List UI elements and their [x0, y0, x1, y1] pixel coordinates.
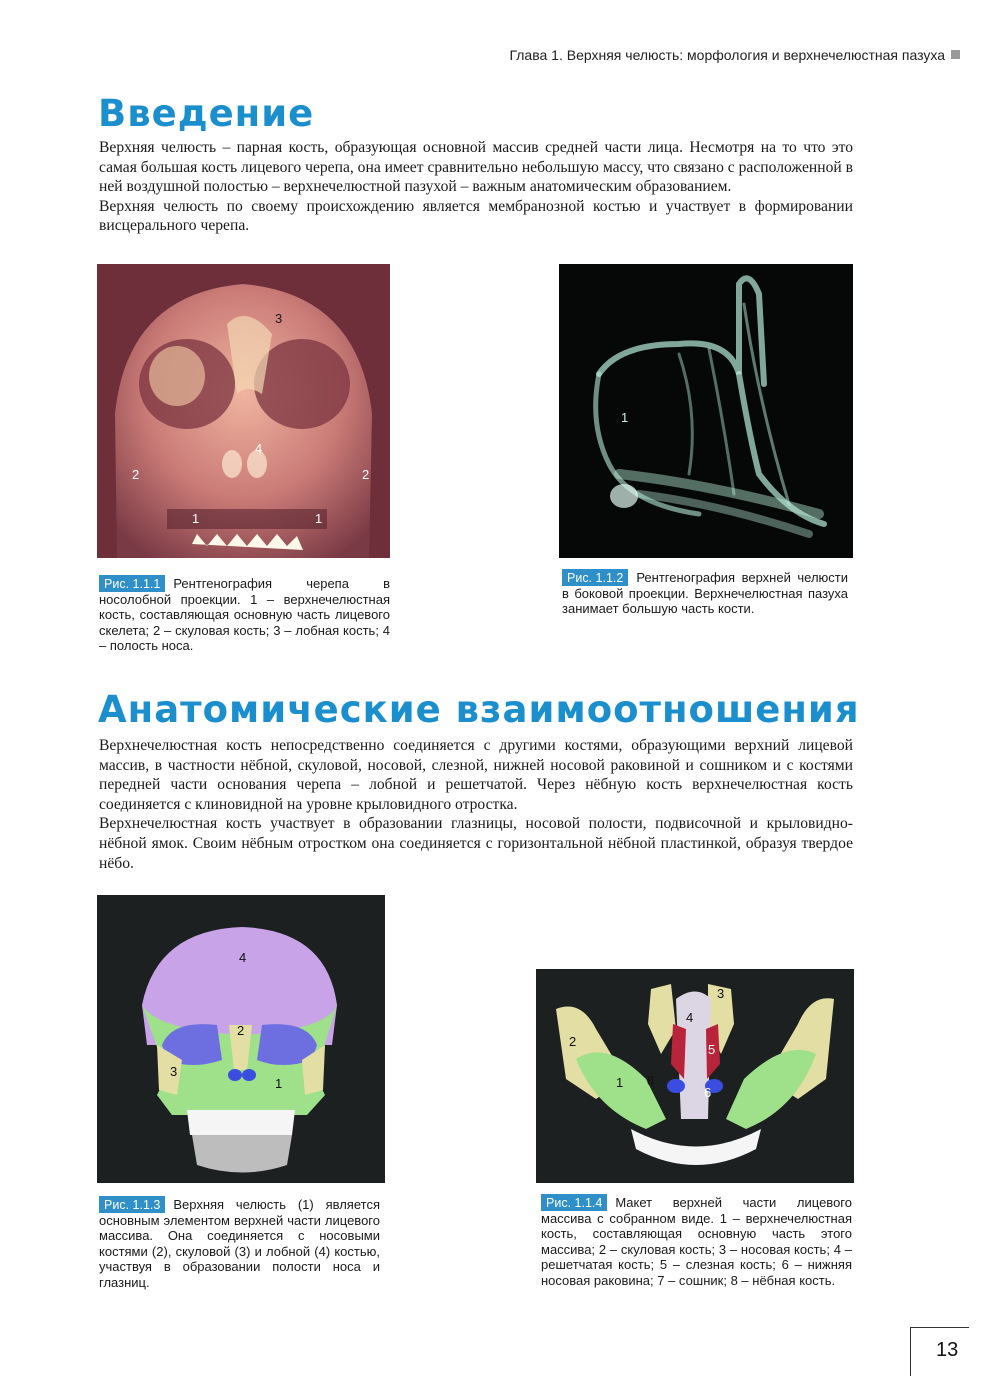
figure-1-1-4-image: [536, 969, 854, 1183]
figure-1-1-1-caption-text: Рентгенография черепа в носолобной проекции. 1 – верхнечелюстная кость, составляющая основную часть лицевого скелета; 2 – скуловая кость; 3 – лобная кость; 4 – полость носа.: [99, 576, 390, 654]
page-number: 13: [936, 1339, 959, 1361]
f113-label-3: 3: [170, 1064, 178, 1079]
f114-label-2: 2: [569, 1034, 577, 1049]
f114-label-3: 3: [717, 986, 725, 1001]
figure-1-1-1-badge: Рис. 1.1.1: [99, 575, 165, 592]
figure-1-1-3-image: [97, 895, 385, 1183]
square-marker-icon: [951, 50, 960, 59]
figure-1-1-3-caption-text: Верхняя челюсть (1) является основным элементом верхней части лицевого массива. Она соединяется с носовыми костями (2), скуловой (3) и лобной (4) костью, участвуя в образовании полости носа и глазниц.: [99, 1197, 380, 1290]
f111-label-2-right: 2: [362, 467, 370, 482]
figure-1-1-2-badge: Рис. 1.1.2: [562, 569, 628, 586]
running-title: Глава 1. Верхняя челюсть: морфология и верхнечелюстная пазуха: [509, 47, 945, 63]
f113-label-2: 2: [237, 1023, 245, 1038]
f111-label-3: 3: [275, 311, 283, 326]
anatomy-paragraph-2: Верхнечелюстная кость участвует в образовании глазницы, носовой полости, подвисочной и крыловидно-нёбной ямок. Своим нёбным отростком она соединяется с горизонтальной нёбной пластинкой, образуя твердое нёбо.: [99, 815, 853, 872]
figure-1-1-3-caption: [99, 1196, 380, 1290]
intro-paragraph-1: Верхняя челюсть – парная кость, образующая основной массив средней части лица. Несмотря на то что это самая большая кость лицевого черепа, она имеет сравнительно небольшую массу, что связано с расположенной в ней воздушной полостью – верхнечелюстной пазухой – важным анатомическим образованием.: [99, 139, 853, 196]
figure-1-1-4-caption: [541, 1194, 852, 1288]
figure-1-1-1-image: [97, 264, 390, 558]
f114-label-6: 6: [704, 1085, 712, 1100]
figure-1-1-2-caption: [562, 569, 848, 617]
figure-1-1-3-badge: Рис. 1.1.3: [99, 1196, 165, 1213]
f114-label-1: 1: [616, 1075, 624, 1090]
f114-label-5: 5: [708, 1042, 716, 1057]
running-head: [440, 47, 960, 63]
intro-text: [99, 138, 853, 236]
f111-label-4: 4: [255, 441, 263, 456]
figure-1-1-1-caption: [99, 575, 390, 654]
f112-label-1: 1: [621, 410, 629, 425]
f111-label-1-left: 1: [192, 511, 200, 526]
intro-heading: Введение: [98, 92, 315, 135]
f111-label-2-left: 2: [132, 467, 140, 482]
f114-label-8: 8: [647, 1073, 655, 1088]
f113-label-4: 4: [239, 950, 247, 965]
figure-1-1-4-caption-text: Макет верхней части лицевого массива с собранном виде. 1 – верхнечелюстная кость, составляющая основную часть этого массива; 2 – скуловая кость; 3 – носовая кость; 4 – решетчатая кость; 5 – слезная кость; 6 – нижняя носовая раковина; 7 – сошник; 8 – нёбная кость.: [541, 1195, 852, 1288]
f114-label-4: 4: [686, 1010, 694, 1025]
figure-1-1-2-image: [559, 264, 853, 558]
anatomy-text: [99, 736, 853, 873]
anatomy-heading: Анатомические взаимоотношения: [98, 688, 860, 731]
f113-label-1: 1: [275, 1076, 283, 1091]
anatomy-paragraph-1: Верхнечелюстная кость непосредственно соединяется с другими костями, образующими верхний лицевой массив, в частности нёбной, скуловой, носовой, слезной, нижней носовой раковиной и сошником и с костями передней части основания черепа – лобной и решетчатой. Через нёбную кость верхнечелюстная кость соединяется с клиновидной на уровне крыловидного отростка.: [99, 737, 853, 813]
figure-1-1-2-caption-text: Рентгенография верхней челюсти в боковой проекции. Верхнечелюстная пазуха занимает большую часть кости.: [562, 570, 848, 617]
f111-label-1-right: 1: [315, 511, 323, 526]
figure-1-1-4-badge: Рис. 1.1.4: [541, 1194, 607, 1211]
intro-paragraph-2: Верхняя челюсть по своему происхождению является мембранозной костью и участвует в формировании висцерального черепа.: [99, 197, 853, 235]
